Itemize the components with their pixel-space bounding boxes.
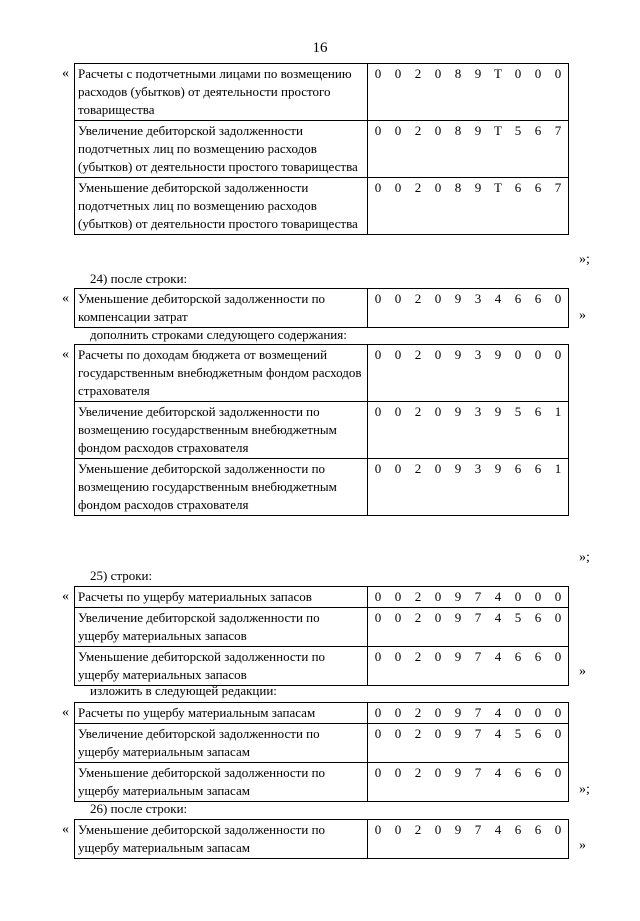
code-digit: 9 [474,123,482,138]
table-row [75,647,569,686]
account-name: Расчеты по доходам бюджета от возмещений государственным внебюджетным фондом расходов страхователя [75,345,368,402]
code-digit: 2 [414,589,422,604]
code-digit: 6 [534,765,542,780]
code-digit: 0 [554,822,562,837]
code-digit: 0 [434,123,442,138]
table-row [75,178,569,235]
code-digit: 0 [394,649,402,664]
code-digit: 0 [434,822,442,837]
code-digit: 7 [474,726,482,741]
code-digit: 6 [514,461,522,476]
table-row [75,345,569,402]
table-row [75,459,569,516]
quote-close: » [579,308,586,323]
code-digit: Т [494,180,502,195]
code-digit: Т [494,66,502,81]
code-table [74,288,569,328]
code-digit: 2 [414,649,422,664]
code-table-section-5 [74,702,569,802]
code-digit: 0 [534,589,542,604]
code-digit: 6 [534,822,542,837]
code-digit: 0 [374,66,382,81]
instruction-25: 25) строки: [90,568,153,583]
code-digit: 6 [534,610,542,625]
code-digit: 3 [474,291,482,306]
code-table-section-3 [74,344,569,516]
code-digit: 0 [434,404,442,419]
code-table-section-4 [74,586,569,686]
code-digit: 6 [514,649,522,664]
code-digit: 9 [494,404,502,419]
code-digit: 3 [474,404,482,419]
code-digit: 8 [454,180,462,195]
code-digit: 9 [454,705,462,720]
code-digit: 0 [374,610,382,625]
code-digit: 2 [414,123,422,138]
code-digit: 4 [494,822,502,837]
code-digit: 1 [554,461,562,476]
account-name: Уменьшение дебиторской задолженности по ущербу материальным запасам [75,820,368,859]
code-digit: 0 [394,461,402,476]
quote-close: »; [579,550,590,565]
account-name: Уменьшение дебиторской задолженности по компенсации затрат [75,289,368,328]
code-digit: 0 [374,726,382,741]
code-digit: 0 [374,822,382,837]
code-digit: 7 [554,180,562,195]
code-digit: 0 [554,610,562,625]
code-digit: 0 [554,66,562,81]
code-digit: 9 [454,649,462,664]
account-code [368,703,569,724]
account-name: Увеличение дебиторской задолженности по ущербу материальных запасов [75,608,368,647]
code-digit: 3 [474,347,482,362]
code-table-section-1 [74,63,569,235]
account-name: Расчеты с подотчетными лицами по возмещению расходов (убытков) от деятельности простого товарищества [75,64,368,121]
quote-close: » [579,838,586,853]
code-digit: 9 [474,180,482,195]
account-code [368,402,569,459]
code-digit: 0 [394,180,402,195]
code-digit: 5 [514,404,522,419]
code-digit: 9 [454,461,462,476]
code-table-section-2 [74,288,569,328]
code-digit: 0 [374,589,382,604]
code-digit: 0 [374,180,382,195]
account-code [368,724,569,763]
code-table [74,586,569,686]
instruction-26: 26) после строки: [90,801,188,816]
code-digit: 2 [414,726,422,741]
code-digit: 0 [434,180,442,195]
code-digit: 0 [374,461,382,476]
code-digit: 7 [474,649,482,664]
quote-open: « [62,66,69,81]
account-name: Увеличение дебиторской задолженности по возмещению государственным внебюджетным фондом расходов страхователя [75,402,368,459]
quote-close: »; [579,782,590,797]
code-table-section-6 [74,819,569,859]
code-digit: 7 [474,610,482,625]
code-digit: 0 [514,589,522,604]
code-digit: 4 [494,765,502,780]
code-digit: 0 [394,705,402,720]
code-digit: 0 [534,66,542,81]
code-digit: 0 [374,705,382,720]
code-digit: 0 [394,291,402,306]
code-digit: 6 [514,765,522,780]
code-digit: 0 [554,347,562,362]
code-digit: 9 [454,610,462,625]
code-digit: 5 [514,726,522,741]
quote-open: « [62,705,69,720]
account-name: Увеличение дебиторской задолженности подотчетных лиц по возмещению расходов (убытков) от деятельности простого товарищества [75,121,368,178]
code-digit: 0 [434,705,442,720]
account-code [368,178,569,235]
code-table [74,702,569,802]
code-digit: 2 [414,822,422,837]
code-digit: 8 [454,123,462,138]
table-row [75,703,569,724]
code-digit: 0 [434,589,442,604]
account-name: Увеличение дебиторской задолженности по ущербу материальным запасам [75,724,368,763]
code-digit: 5 [514,123,522,138]
code-digit: 6 [514,291,522,306]
code-digit: 9 [474,66,482,81]
table-row [75,121,569,178]
code-digit: 0 [514,66,522,81]
table-row [75,608,569,647]
code-digit: 0 [394,726,402,741]
code-digit: 4 [494,726,502,741]
table-row [75,289,569,328]
code-digit: 0 [374,649,382,664]
code-digit: 9 [454,589,462,604]
code-digit: 0 [554,589,562,604]
code-digit: 7 [474,822,482,837]
code-digit: 7 [474,765,482,780]
code-digit: 9 [494,461,502,476]
code-digit: 0 [374,123,382,138]
code-digit: 4 [494,610,502,625]
code-digit: 0 [554,765,562,780]
code-digit: 9 [454,291,462,306]
instruction-add: дополнить строками следующего содержания: [90,327,347,342]
code-digit: 0 [394,404,402,419]
instruction-edit: изложить в следующей редакции: [90,683,277,698]
code-digit: 0 [374,291,382,306]
code-digit: 4 [494,649,502,664]
code-digit: 7 [474,589,482,604]
code-digit: 4 [494,291,502,306]
table-row [75,763,569,802]
code-digit: 4 [494,705,502,720]
code-digit: 6 [514,822,522,837]
code-digit: 6 [534,649,542,664]
code-digit: 0 [554,291,562,306]
quote-close: » [579,664,586,679]
code-digit: 6 [534,461,542,476]
code-digit: 2 [414,610,422,625]
code-digit: 0 [434,765,442,780]
account-name: Уменьшение дебиторской задолженности по возмещению государственным внебюджетным фондом расходов страхователя [75,459,368,516]
code-digit: 0 [394,66,402,81]
code-digit: 0 [514,705,522,720]
account-code [368,763,569,802]
code-digit: 0 [394,610,402,625]
code-digit: 0 [554,649,562,664]
code-digit: 6 [534,726,542,741]
code-digit: 2 [414,347,422,362]
code-digit: 9 [454,765,462,780]
code-digit: 2 [414,66,422,81]
quote-open: « [62,589,69,604]
code-digit: 0 [534,705,542,720]
account-code [368,820,569,859]
code-digit: 7 [474,705,482,720]
account-name: Уменьшение дебиторской задолженности подотчетных лиц по возмещению расходов (убытков) от деятельности простого товарищества [75,178,368,235]
code-digit: 0 [434,610,442,625]
code-digit: 4 [494,589,502,604]
account-code [368,64,569,121]
code-digit: 0 [434,291,442,306]
code-digit: 0 [554,705,562,720]
table-row [75,402,569,459]
account-code [368,345,569,402]
code-digit: 0 [434,649,442,664]
code-digit: 0 [374,765,382,780]
account-code [368,608,569,647]
quote-open: « [62,291,69,306]
code-digit: 0 [374,404,382,419]
account-name: Уменьшение дебиторской задолженности по ущербу материальных запасов [75,647,368,686]
code-digit: 7 [554,123,562,138]
quote-open: « [62,347,69,362]
code-digit: 0 [394,822,402,837]
account-code [368,647,569,686]
code-table [74,819,569,859]
code-digit: 6 [514,180,522,195]
code-digit: Т [494,123,502,138]
code-digit: 1 [554,404,562,419]
table-row [75,587,569,608]
code-digit: 0 [554,726,562,741]
code-digit: 0 [514,347,522,362]
code-digit: 0 [394,589,402,604]
instruction-24: 24) после строки: [90,271,188,286]
code-digit: 9 [454,347,462,362]
code-digit: 9 [494,347,502,362]
code-digit: 9 [454,822,462,837]
code-digit: 2 [414,180,422,195]
code-digit: 9 [454,726,462,741]
code-digit: 0 [434,66,442,81]
code-digit: 6 [534,180,542,195]
code-digit: 2 [414,765,422,780]
code-digit: 9 [454,404,462,419]
code-digit: 0 [394,765,402,780]
code-digit: 8 [454,66,462,81]
code-table [74,344,569,516]
account-code [368,587,569,608]
code-digit: 6 [534,123,542,138]
table-row [75,724,569,763]
account-code [368,289,569,328]
code-table [74,63,569,235]
account-name: Расчеты по ущербу материальных запасов [75,587,368,608]
code-digit: 0 [434,726,442,741]
code-digit: 2 [414,291,422,306]
quote-close: »; [579,252,590,267]
account-code [368,459,569,516]
account-name: Уменьшение дебиторской задолженности по ущербу материальным запасам [75,763,368,802]
code-digit: 0 [394,347,402,362]
table-row [75,820,569,859]
code-digit: 0 [374,347,382,362]
code-digit: 6 [534,291,542,306]
code-digit: 6 [534,404,542,419]
quote-open: « [62,822,69,837]
code-digit: 0 [534,347,542,362]
code-digit: 2 [414,404,422,419]
code-digit: 2 [414,705,422,720]
page-number: 16 [312,40,328,56]
table-row [75,64,569,121]
code-digit: 5 [514,610,522,625]
code-digit: 0 [394,123,402,138]
account-name: Расчеты по ущербу материальным запасам [75,703,368,724]
code-digit: 0 [434,461,442,476]
code-digit: 2 [414,461,422,476]
code-digit: 0 [434,347,442,362]
account-code [368,121,569,178]
code-digit: 3 [474,461,482,476]
